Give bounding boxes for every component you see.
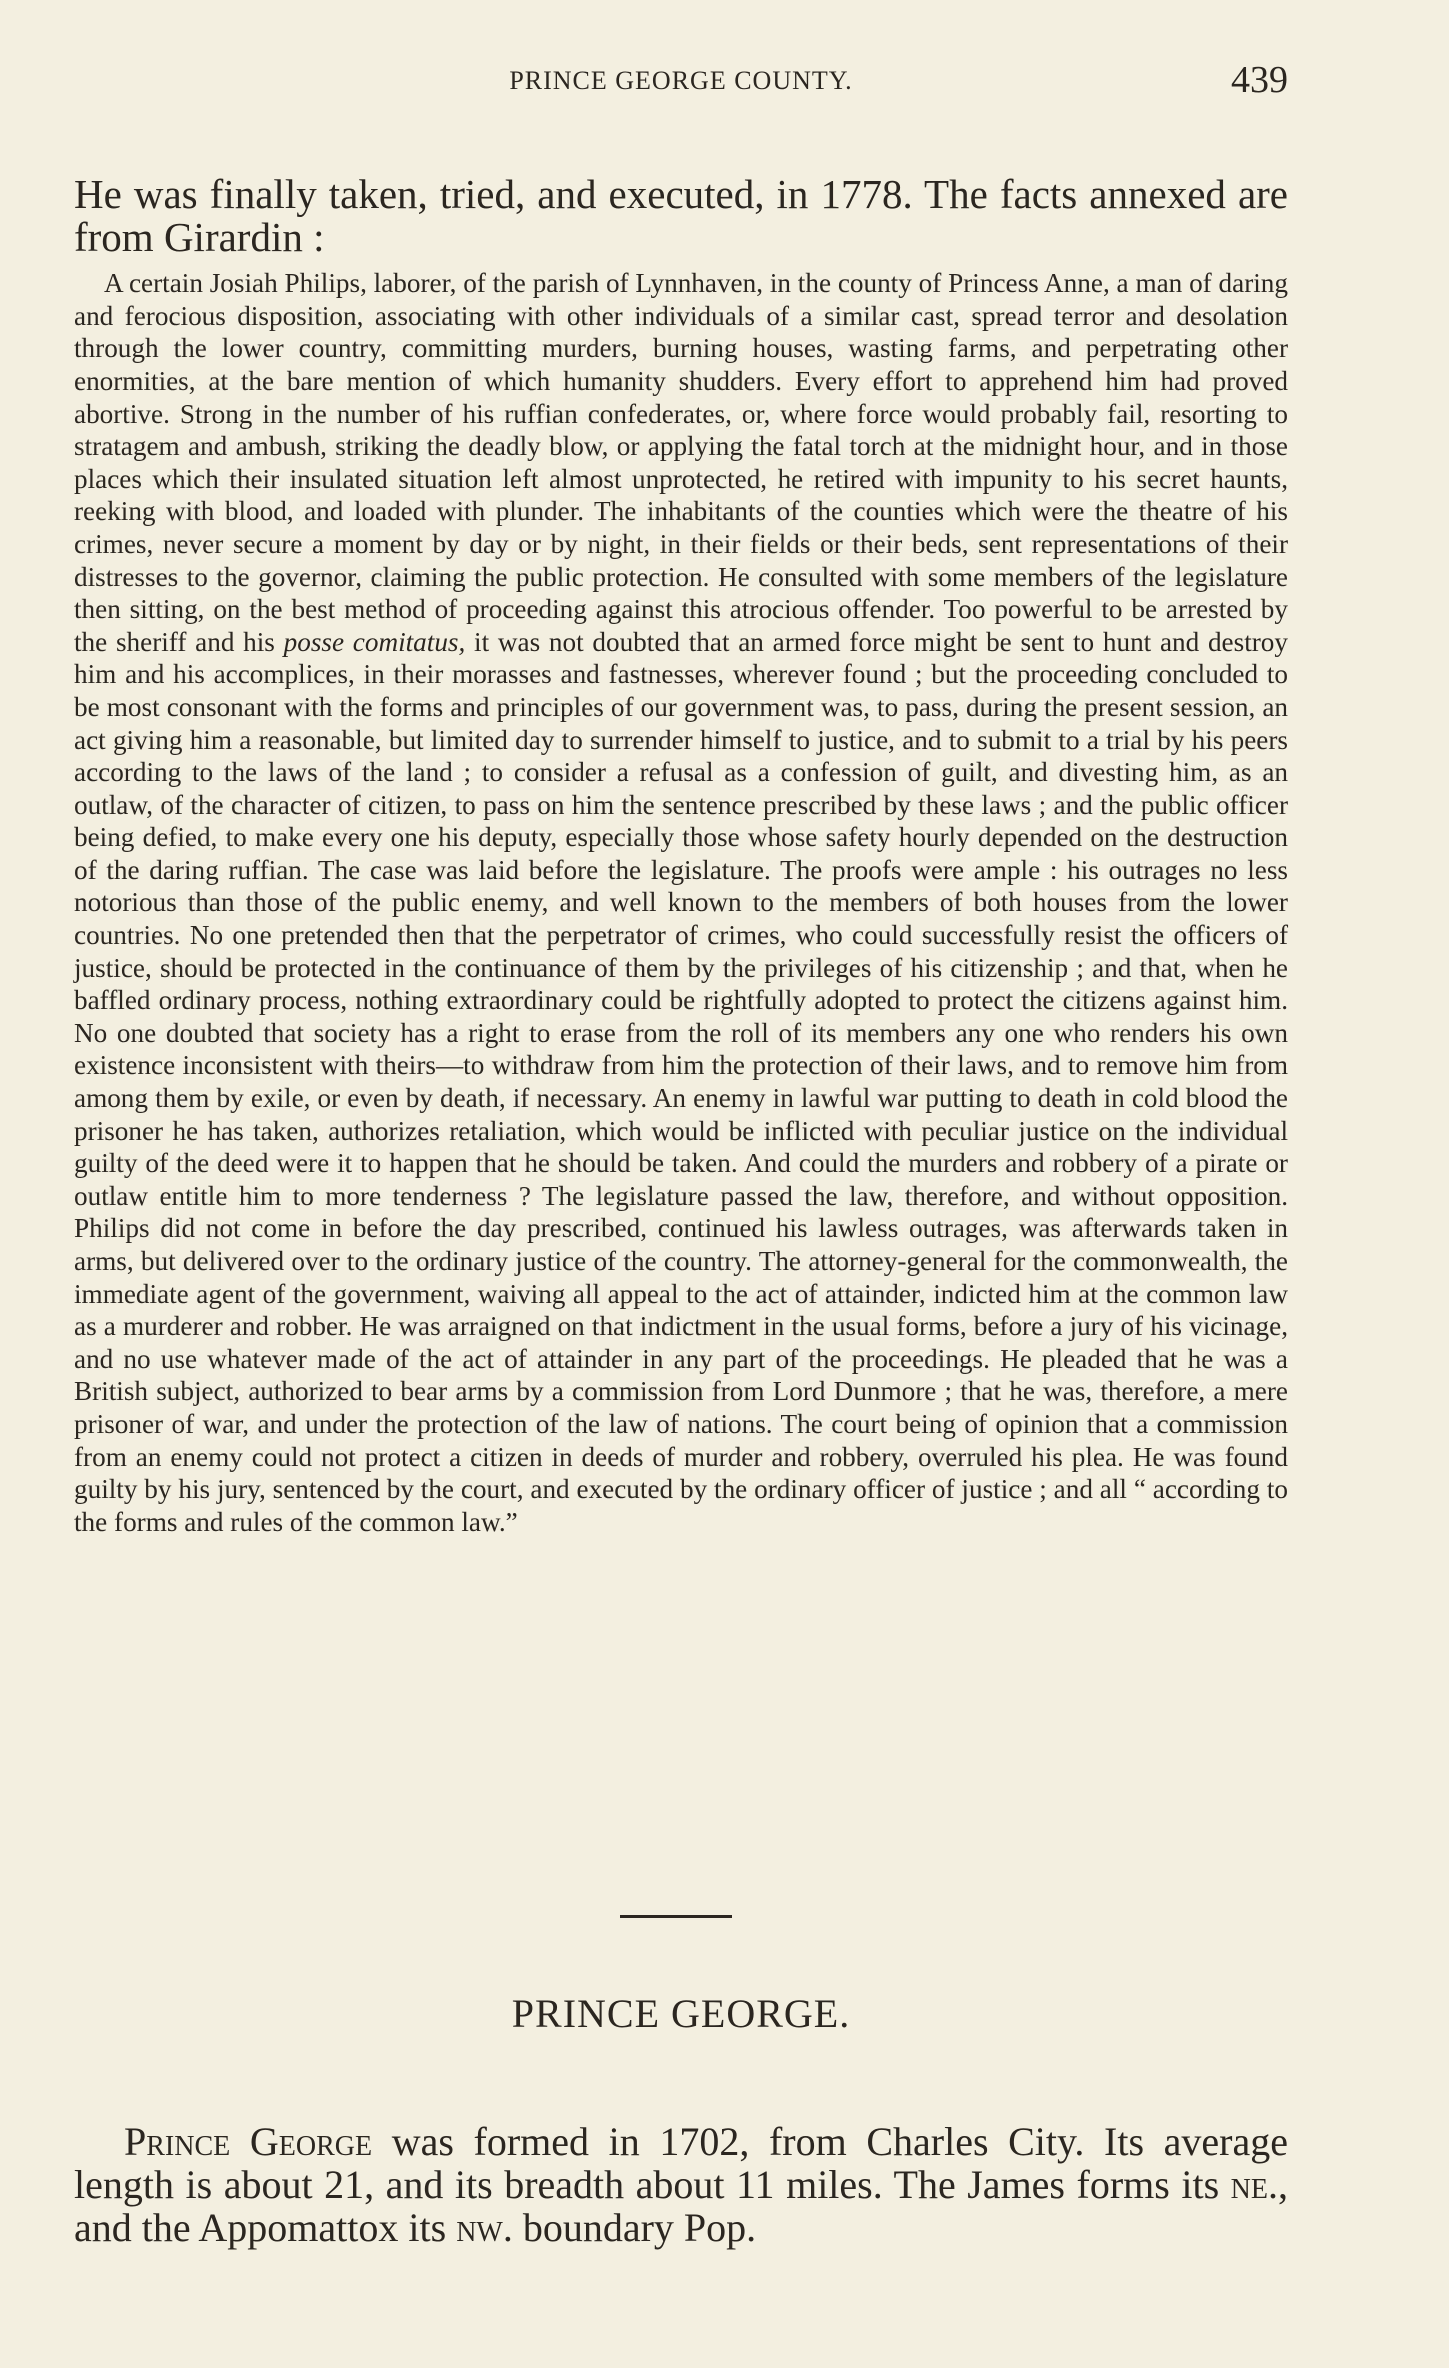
section-paragraph [74,2120,1288,2249]
section-text-3: boundary Pop. [512,2205,757,2250]
quoted-extract [74,267,1288,1538]
section-title: PRINCE GEORGE. [511,1991,851,2036]
page-number: 439 [1231,59,1288,101]
section-divider-rule [620,1915,732,1918]
running-head [74,58,1288,108]
running-title: PRINCE GEORGE COUNTY. [509,66,853,95]
section-lead-smallcaps: Prince George [124,2119,373,2164]
abbr-nw: nw. [456,2205,513,2250]
quote-text-part2: it was not doubted that an armed force might be sent to hunt and destroy him and his accomplices, in their morasses and fastnesses, wherever found ; but the proceeding concluded to be most consonant with the forms and principles of our government was, to pass, during the present session, an act giving him a reasonable, but limited day to surrender himself to justice, and to submit to a trial by his peers according to the laws of the land ; to consider a refusal as a confession of guilt, and divesting him, as an outlaw, of the character of citizen, to pass on him the sentence prescribed by these laws ; and the public officer being defied, to make every one his deputy, especially those whose safety hourly depended on the destruction of the daring ruffian. The case was laid before the legislature. The proofs were ample : his outrages no less notorious than those of the public enemy, and well known to the members of both houses from the lower countries. No one pretended then that the perpetrator of crimes, who could successfully resist the officers of justice, should be protected in the continuance of them by the privileges of his citizenship ; and that, when he baffled ordinary process, nothing extraordinary could be rightfully adopted to protect the citizens against him. No one doubted that society has a right to erase from the roll of its members any one who renders his own existence inconsistent with theirs—to withdraw from him the protection of their laws, and to remove him from among them by exile, or even by death, if necessary. An enemy in lawful war putting to death in cold blood the prisoner he has taken, authorizes retaliation, which would be inflicted with peculiar justice on the individual guilty of the deed were it to happen that he should be taken. And could the murders and robbery of a pirate or outlaw entitle him to more tenderness ? The legislature passed the law, therefore, and without opposition. Philips did not come in before the day prescribed, continued his lawless outrages, was afterwards taken in arms, but delivered over to the ordinary justice of the country. The attorney-general for the commonwealth, the immediate agent of the government, waiving all appeal to the act of attainder, indicted him at the common law as a murderer and robber. He was arraigned on that indictment in the usual forms, before a jury of his vicinage, and no use whatever made of the act of attainder in any part of the proceedings. He pleaded that he was a British subject, authorized to bear arms by a commission from Lord Dunmore ; that he was, therefore, a mere prisoner of war, and under the protection of the law of nations. The court being of opinion that a commission from an enemy could not protect a citizen in deeds of murder and robbery, overruled his plea. He was found guilty by his jury, sentenced by the court, and executed by the ordinary officer of justice ; and all “ according to the forms and rules of the common law.” [74,626,1288,1537]
section-text-2: , and the Appomattox its [74,2162,1288,2250]
quote-text-part1: A certain Josiah Philips, laborer, of the parish of Lynnhaven, in the county of Princess Anne, a man of daring and ferocious disposition, associating with other individuals of a similar cast, spread terror and desolation through the lower country, committing murders, burning houses, wasting farms, and perpetrating other enormities, at the bare mention of which humanity shudders. Every effort to apprehend him had proved abortive. Strong in the number of his ruffian confederates, or, where force would probably fail, resorting to stratagem and ambush, striking the deadly blow, or applying the fatal torch at the midnight hour, and in those places which their insulated situation left almost unprotected, he retired with impunity to his secret haunts, reeking with blood, and loaded with plunder. The inhabitants of the counties which were the theatre of his crimes, never secure a moment by day or by night, in their fields or their beds, sent representations of their distresses to the governor, claiming the public protection. He consulted with some members of the legislature then sitting, on the best method of proceeding against this atrocious offender. Too powerful to be arrested by the sheriff and his [74,268,1288,657]
lead-paragraph: He was finally taken, tried, and executed, in 1778. The facts annexed are from Girardin : [74,171,1288,260]
abbr-ne: ne. [1230,2162,1278,2207]
section-text-1: was formed in 1702, from Charles City. Its average length is about 21, and its breadth about 11 miles. The James forms its [74,2119,1288,2207]
quote-italic-phrase: posse comitatus, [283,626,466,657]
